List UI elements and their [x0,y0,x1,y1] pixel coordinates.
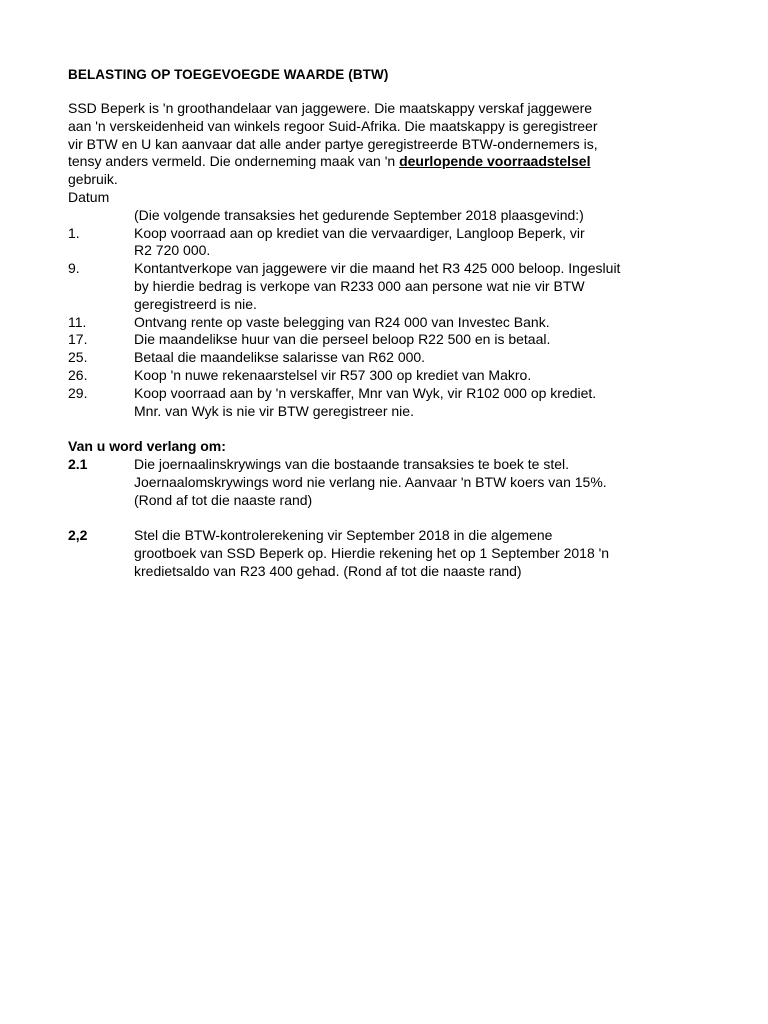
transactions-list [68,225,648,421]
intro-line: gebruik. [68,171,118,188]
transaction-line: by hierdie bedrag is verkope van R233 000 aan persone wat nie vir BTW [134,277,585,294]
transaction-date: 26. [68,366,88,383]
intro-line: SSD Beperk is 'n groothandelaar van jaggewere. Die maatskappy verskaf jaggewere [68,100,593,116]
intro-line [68,153,648,171]
transaction-text [134,385,648,421]
transaction-line: Die maandelikse huur van die perseel beloop R22 500 en is betaal. [134,331,551,348]
transaction-text [134,260,648,313]
question-text [134,456,648,509]
transactions-intro-row [68,207,648,225]
inventory-system-emphasis: deurlopende voorraadstelsel [399,153,591,170]
question-row [68,527,648,580]
transaction-text [134,314,648,332]
question-row [68,456,648,509]
transaction-row [68,385,648,421]
questions-list [68,456,648,581]
transaction-row [68,314,648,332]
question-spacer [68,510,648,528]
question-line: Stel die BTW-kontrolerekening vir September 2018 in die algemene [134,527,553,544]
transaction-line: Kontantverkope van jaggewere vir die maand het R3 425 000 beloop. Ingesluit [134,260,621,277]
transaction-row [68,367,648,385]
transaction-line: Koop voorraad aan by 'n verskaffer, Mnr van Wyk, vir R102 000 op krediet. [134,384,597,401]
transaction-line: Betaal die maandelikse salarisse van R62 000. [134,349,426,366]
transaction-text [134,349,648,367]
question-text [134,527,648,580]
transaction-date: 1. [68,224,80,241]
intro-paragraph [68,100,648,189]
transaction-text [134,225,648,261]
question-line: Joernaalomskrywings word nie verlang nie. Aanvaar 'n BTW koers van 15%. [134,473,607,490]
transaction-row [68,331,648,349]
transaction-row [68,225,648,261]
transaction-date: 29. [68,384,88,401]
transaction-line: Ontvang rente op vaste belegging van R24 000 van Investec Bank. [134,313,550,330]
question-number: 2,2 [68,527,88,544]
question-line: grootboek van SSD Beperk op. Hierdie rekening het op 1 September 2018 'n [134,545,610,562]
transactions-intro: (Die volgende transaksies het gedurende September 2018 plaasgevind:) [134,206,584,223]
transaction-line: Koop 'n nuwe rekenaarstelsel vir R57 300 op krediet van Makro. [134,366,532,383]
required-heading: Van u word verlang om: [68,438,226,455]
question-line: Die joernaalinskrywings van die bostaande transaksies te boek te stel. [134,456,570,473]
question-line: kredietsaldo van R23 400 gehad. (Rond af tot die naaste rand) [134,562,522,579]
transaction-date: 11. [68,313,87,330]
question-line: (Rond af tot die naaste rand) [134,491,313,508]
intro-line-text: tensy anders vermeld. Die onderneming maak van 'n [68,153,400,170]
transaction-text [134,367,648,385]
transaction-line: geregistreerd is nie. [134,295,257,312]
document-page [68,66,648,581]
transaction-line: Mnr. van Wyk is nie vir BTW geregistreer nie. [134,402,414,419]
transaction-line: Koop voorraad aan op krediet van die vervaardiger, Langloop Beperk, vir [134,224,585,241]
intro-line: aan 'n verskeidenheid van winkels regoor Suid-Afrika. Die maatskappy is geregistreer [68,117,598,134]
transaction-row [68,349,648,367]
transaction-line: R2 720 000. [134,242,211,259]
transaction-row [68,260,648,313]
transaction-text [134,331,648,349]
transaction-date: 17. [68,331,88,348]
row-number-empty [68,207,134,225]
transaction-date: 25. [68,349,88,366]
transaction-date: 9. [68,260,80,277]
datum-label: Datum [68,188,110,205]
question-number: 2.1 [68,456,88,473]
intro-line: vir BTW en U kan aanvaar dat alle ander partye geregistreerde BTW-ondernemers is, [68,135,598,152]
document-title: BELASTING OP TOEGEVOEGDE WAARDE (BTW) [68,67,389,82]
